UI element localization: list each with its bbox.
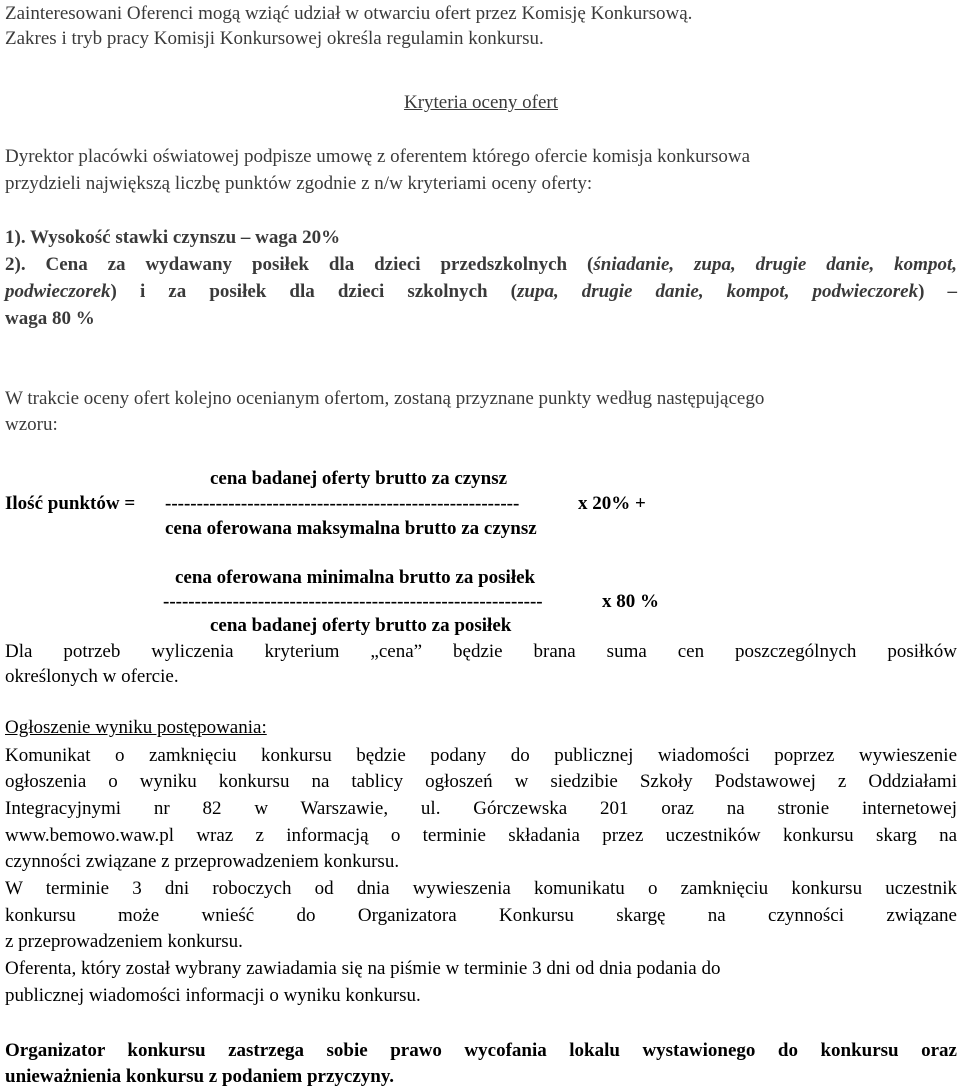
intro-line-1: Zainteresowani Oferenci mogą wziąć udział w otwarciu ofert przez Komisję Konkursową. [5,3,693,24]
criterion-2-line-2 [5,280,957,304]
result-p1-line-5: czynności związane z przeprowadzeniem konkursu. [5,851,400,872]
criterion-2-italic-1: śniadanie, zupa, drugie danie, kompot, [593,254,957,275]
criterion-1: 1). Wysokość stawki czynszu – waga 20% [5,227,341,248]
criterion-2-suffix: ) – [918,281,957,302]
criterion-2-prefix: 2). Cena za wydawany posiłek dla dzieci przedszkolnych ( [5,254,594,275]
formula-2-numerator: cena oferowana minimalna brutto za posiłek [175,567,536,588]
result-heading: Ogłoszenie wyniku postępowania: [5,717,267,738]
closing-line-1: Organizator konkursu zastrzega sobie prawo wycofania lokalu wystawionego do konkursu oraz [5,1040,957,1061]
criterion-2-italic-3: zupa, drugie danie, kompot, podwieczorek [517,281,919,302]
criteria-heading: Kryteria oceny ofert [403,92,559,113]
criterion-2-line-3: waga 80 % [5,308,95,329]
result-p2-line-1: W terminie 3 dni roboczych od dnia wywieszenia komunikatu o zamknięciu konkursu uczestnik [5,878,957,899]
result-p2-line-3: z przeprowadzeniem konkursu. [5,931,243,952]
scoring-line-1: W trakcie oceny ofert kolejno ocenianym ofertom, zostaną przyznane punkty według następującego [5,388,765,409]
scoring-note-line-1: Dla potrzeb wyliczenia kryterium „cena” będzie brana suma cen poszczególnych posiłków [5,641,957,662]
criterion-2-mid: ) i za posiłek dla dzieci szkolnych ( [110,281,517,302]
result-p1-line-2: ogłoszenia o wyniku konkursu na tablicy ogłoszeń w siedzibie Szkoły Podstawowej z Oddziałami [5,771,957,792]
result-p1-line-3: Integracyjnymi nr 82 w Warszawie, ul. Górczewska 201 oraz na stronie internetowej [5,798,957,819]
closing-line-2: unieważnienia konkursu z podaniem przyczyny. [5,1066,395,1087]
result-p2-line-2: konkursu może wnieść do Organizatora Konkursu skargę na czynności związane [5,905,957,926]
scoring-note-line-2: określonych w ofercie. [5,666,179,687]
criterion-2-line-1 [5,253,957,277]
formula-1-multiplier: x 20% + [578,493,646,514]
formula-2-denominator: cena badanej oferty brutto za posiłek [210,615,512,636]
criteria-paragraph-line-1: Dyrektor placówki oświatowej podpisze umowę z oferentem którego ofercie komisja konkursowa [5,146,750,167]
result-p1-line-4: www.bemowo.waw.pl wraz z informacją o terminie składania przez uczestników konkursu skarg na [5,825,957,846]
result-p3-line-2: publicznej wiadomości informacji o wyniku konkursu. [5,985,421,1006]
intro-line-2: Zakres i tryb pracy Komisji Konkursowej określa regulamin konkursu. [5,28,544,49]
formula-1-numerator: cena badanej oferty brutto za czynsz [210,468,508,489]
criteria-paragraph-line-2: przydzieli największą liczbę punktów zgodnie z n/w kryteriami oceny oferty: [5,173,593,194]
scoring-line-2: wzoru: [5,414,58,435]
formula-1-label: Ilość punktów = [5,493,136,514]
formula-2-multiplier: x 80 % [602,591,659,612]
result-p1-line-1: Komunikat o zamknięciu konkursu będzie podany do publicznej wiadomości poprzez wywieszenie [5,745,957,766]
formula-2-dashes: ------------------------------------------------------------ [163,591,543,612]
criterion-2-italic-2: podwieczorek [5,281,111,302]
result-p3-line-1: Oferenta, który został wybrany zawiadamia się na piśmie w terminie 3 dni od dnia podania do [5,958,721,979]
formula-1-denominator: cena oferowana maksymalna brutto za czynsz [165,518,537,539]
formula-1-dashes: -------------------------------------------------------- [165,493,520,514]
